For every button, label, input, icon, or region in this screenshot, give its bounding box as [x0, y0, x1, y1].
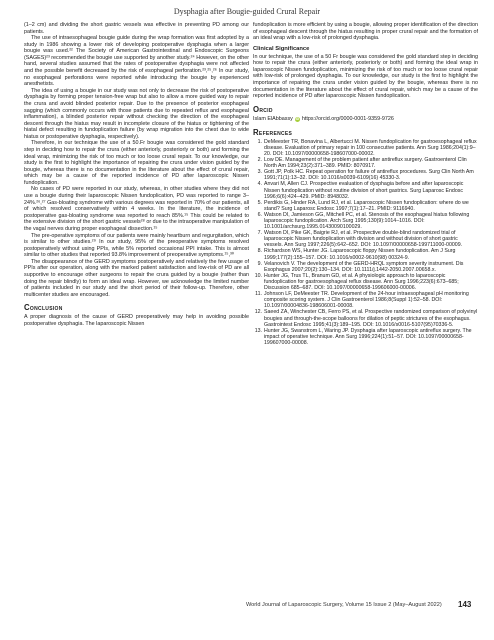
- paragraph: The disappearance of the GERD symptoms postoperatively and relatively the few usage of PPIs after our operation, along with the marked patient satisfaction and low-risk of PD are all supportive to encourage other surgeons to repair the crura guided by a bougie (rather than doing the repair blindly) to form an ideal wrap. However, we acknowledge the limited number of patients included in our study and the short period of their follow-up. Therefore, other multicenter studies are encouraged.: [24, 258, 249, 298]
- reference-text: Saeed ZA, Winchester CB, Ferro PS, et al. Prospective randomized comparison of polyvinyl bougies and through-the-scope balloons for dilation of peptic strictures of the esophagus. Gastrointest Endosc 1995;41(3):189–195. DOI: 10.1016/s0016-5107(95)70336-5.: [264, 309, 478, 328]
- reference-item: [253, 248, 478, 260]
- reference-number: 10.: [254, 272, 262, 279]
- references-heading: References: [253, 127, 293, 137]
- reference-number: 7.: [257, 230, 262, 237]
- paragraph: The use of intraesophageal bougie guide during the wrap formation was first adopted by a study in 1986 showing a lower risk of developing postoperative dysphagia when a larger bougie was used.²² The Society of American Gastrointestinal and Endoscopic Surgeons (SAGES)²³ recommended the bougie use supported by another study.²⁴ However, on the other hand, several studies assumed that the rates of postoperative dysphagia were not affected and the possible benefit decreased by the risk of esophageal perforation.²³,²⁵,²⁶ In our study, no esophageal perforations were reported while introducing the bougie by experienced anesthetists.: [24, 35, 249, 88]
- running-title: Dysphagia after Bougie-guided Crural Repair: [173, 7, 321, 16]
- reference-item: [253, 273, 478, 291]
- reference-text: Hunter JG, Swanstrom L, Waring JP. Dysphagia after laparoscopic antireflux surgery. The impact of operative technique. Ann Surg 1996;224(1):51–57. DOI: 10.1097/00000658-199607000-00008.: [264, 327, 472, 346]
- orcid-heading: Orcid: [253, 104, 273, 114]
- clinical-significance-text: In our technique, the use of a 50 Fr bougie was considered the gold standard step in deciding how to repair the crura (either anteriorly, posteriorly or both) and forming the ideal wrap in laparoscopic Nissen fundoplication, minimizing the risk of too much or too loose crural repair with low-risk of prolonged dysphagia. To our knowledge, our study is the first to highlight the importance of repairing the crura under vision guided by the bougie, whereas there is no documentation in the literature about the effect of crural repair, which may be a cause of the reported incidence of PD after laparoscopic Nissen fundoplication.: [253, 53, 478, 100]
- reference-item: [253, 230, 478, 248]
- paragraph: The pre-operative symptoms of our patients were mainly heartburn and regurgitation, which is similar to other studies.²⁹ In our study, 95% of the preoperative symptoms resolved postoperatively without using PPIs, while 5% reported occasional PPI intake. This is almost similar to other studies that reported 93.8% improvement of preoperative symptoms.¹⁵,³⁰: [24, 232, 249, 259]
- paragraph: No cases of PD were reported in our study, whereas, in other studies where they did not use a bougie during their laparoscopic Nissen fundoplication, PD was reported to range 3–24%.²⁶,²⁷ Gas-bloating syndrome with various degrees was reported in 70% of our patients, all of which resolved conservatively within 4 weeks. In the literature, the incidence of postoperative gas-bloating syndrome was reported to reach 85%.¹⁵ This could be related to the extensive division of the short gastric vessels²⁸ or due to the intraoperative manipulation of the vagal nerves during proper esophageal dissection.¹⁵: [24, 186, 249, 232]
- journal-footer: World Journal of Laparoscopic Surgery, Volume 15 Issue 2 (May–August 2022): [246, 602, 442, 608]
- left-column: [24, 22, 249, 327]
- reference-number: 1.: [257, 138, 262, 145]
- reference-text: Perdikis G, Hinder RA, Lund RJ, et al. Laparoscopic Nissen fundoplication: where do we stand? Surg Laparosc Endosc 1997;7(1):17–21. PMID: 9116940.: [264, 199, 469, 212]
- reference-number: 6.: [257, 211, 262, 218]
- orcid-entry: [253, 116, 478, 123]
- right-column: [253, 22, 478, 346]
- reference-item: [253, 181, 478, 199]
- reference-number: 3.: [257, 169, 262, 176]
- reference-text: Hunter JG, Trus TL, Branum GD, et al. A physiologic approach to laparoscopic fundoplication for gastroesophageal reflux disease. Ann Surg 1996;223(6):673–685; Discussion 685–687. DOI: 10.1097/00000658-199606000-00006.: [264, 272, 459, 292]
- reference-text: Velanovich V. The development of the GERD-HRQL symptom severity instrument. Dis Esophagus 2007;20(2):130–134. DOI: 10.1111/j.1442-2050.2007.00658.x.: [264, 260, 464, 273]
- paragraph: Therefore, in our technique the use of a 50.Fr bougie was considered the gold standard step in deciding how to repair the crura (either anteriorly, posteriorly or both) and forming the ideal wrap, minimizing the risk of too much or too loose crural repair. To our knowledge, our study is the first to highlight the importance of repairing the crura under vision guided by the bougie, whereas there is no documentation in the literature about the effect of crural repair, which may be a cause of the reported incidence of PD after laparoscopic Nissen fundoplication.: [24, 140, 249, 186]
- reference-number: 9.: [257, 260, 262, 267]
- reference-text: DeMeester TR, Bonavina L, Albertucci M. Nissen fundoplication for gastroesophageal reflux disease. Evaluation of primary repair in 100 consecutive patients. Ann Surg 1986;204(1):9–20. DOI: 10.1097/00000658-198607000-00002.: [264, 138, 477, 157]
- reference-list: [253, 139, 478, 346]
- page-number: 143: [458, 600, 472, 609]
- conclusion-text: A proper diagnosis of the cause of GERD preoperatively may help in avoiding possible postoperative dysphagia. The laparoscopic Nissen: [24, 314, 249, 327]
- orcid-author-name: Islam ElAbbassy: [253, 115, 293, 122]
- reference-number: 8.: [257, 248, 262, 255]
- reference-text: Richardson WS, Hunter JG. Laparoscopic floppy Nissen fundoplication. Am J Surg 1999;177(2):155–157. DOI: 10.1016/s0002-9610(98) 00324-9.: [264, 248, 456, 261]
- reference-item: [253, 157, 478, 169]
- reference-text: Watson DI, Pike GK, Baigrie RJ, et al. Prospective double-blind randomized trial of laparoscopic Nissen fundoplication with division and without division of short gastric vessels. Ann Surg 1997;226(5):642–652. DOI: 10.1097/00000658-199711000-00009.: [264, 230, 463, 249]
- reference-number: 11.: [255, 291, 262, 298]
- reference-text: Anvari M, Allen CJ. Prospective evaluation of dysphagia before and after laparoscopic Nissen fundoplication without routine division of short gastrics. Surg Laparosc Endosc 1996;6(6):424–429. PMID: 8948032.: [264, 181, 464, 200]
- reference-item: [253, 261, 478, 273]
- clinical-significance-heading: Clinical Significance: [253, 45, 310, 52]
- reference-item: [253, 169, 478, 181]
- reference-text: Watson DI, Jamieson GG, Mitchell PC, et al. Stenosis of the esophageal hiatus following laparoscopic fundoplication. Arch Surg 1995;130(9):1014–1016. DOI: 10.1001/archsurg.1995.01430090100029.: [264, 211, 470, 231]
- orcid-link[interactable]: https://orcid.org/0000-0001-9359-9726: [301, 115, 394, 122]
- reference-number: 2.: [257, 157, 262, 164]
- paragraph: fundoplication is more efficient by using a bougie, allowing proper identification of the direction of esophageal descent through the hiatus resulting in proper crural repair and the formation of an ideal wrap with a low-risk of prolonged dysphagia.: [253, 22, 478, 42]
- reference-number: 5.: [257, 199, 262, 206]
- reference-item: [253, 139, 478, 157]
- reference-text: Gott JP, Polk HC. Repeat operation for failure of antireflux procedures. Surg Clin North Am 1991;71(1):13–32. DOI: 10.1016/s0039-6109(16) 45330-3.: [264, 169, 474, 182]
- paragraph: (1–2 cm) and dividing the short gastric vessels was effective in preventing PD among our patients.: [24, 22, 249, 35]
- reference-item: [253, 328, 478, 346]
- reference-text: Johnson LF, DeMeester TR. Development of the 24-hour intraesophageal pH monitoring composite scoring system. J Clin Gastroenterol 1986;8(Suppl 1):52–58. DOI: 10.1097/00004836-198606001-00008.: [264, 291, 469, 310]
- reference-item: [253, 200, 478, 212]
- orcid-icon: iD: [295, 116, 300, 121]
- reference-item: [253, 309, 478, 327]
- reference-item: [253, 291, 478, 309]
- reference-text: Low DE. Management of the problem patient after antireflux surgery. Gastroenterol Clin North Am 1994;23(2):371–389. PMID: 8070917.: [264, 157, 467, 170]
- reference-number: 4.: [257, 181, 262, 188]
- paragraph: The idea of using a bougie in our study was not only to decrease the risk of postoperative dysphagia by forming proper tension-free wrap but also to allow a more guided way to repair the crura and avoid blinded posterior repair. Due to the presence of posterior esophageal sagging (which commonly occurs with those patients due to repeated reflux and esophageal inflammation), a blinded posterior repair without checking the direction of the esophageal descent through the hiatus may result in incomplete closure of the hiatus or tightening of the hiatal defect resulting in fundoplication failure (by wrap migration into the chest due to wide hiatus or postoperative dysphagia, respectively).: [24, 87, 249, 140]
- reference-number: 13.: [254, 327, 262, 334]
- reference-number: 12.: [254, 309, 262, 316]
- reference-item: [253, 212, 478, 230]
- conclusion-heading: Conclusion: [24, 303, 63, 313]
